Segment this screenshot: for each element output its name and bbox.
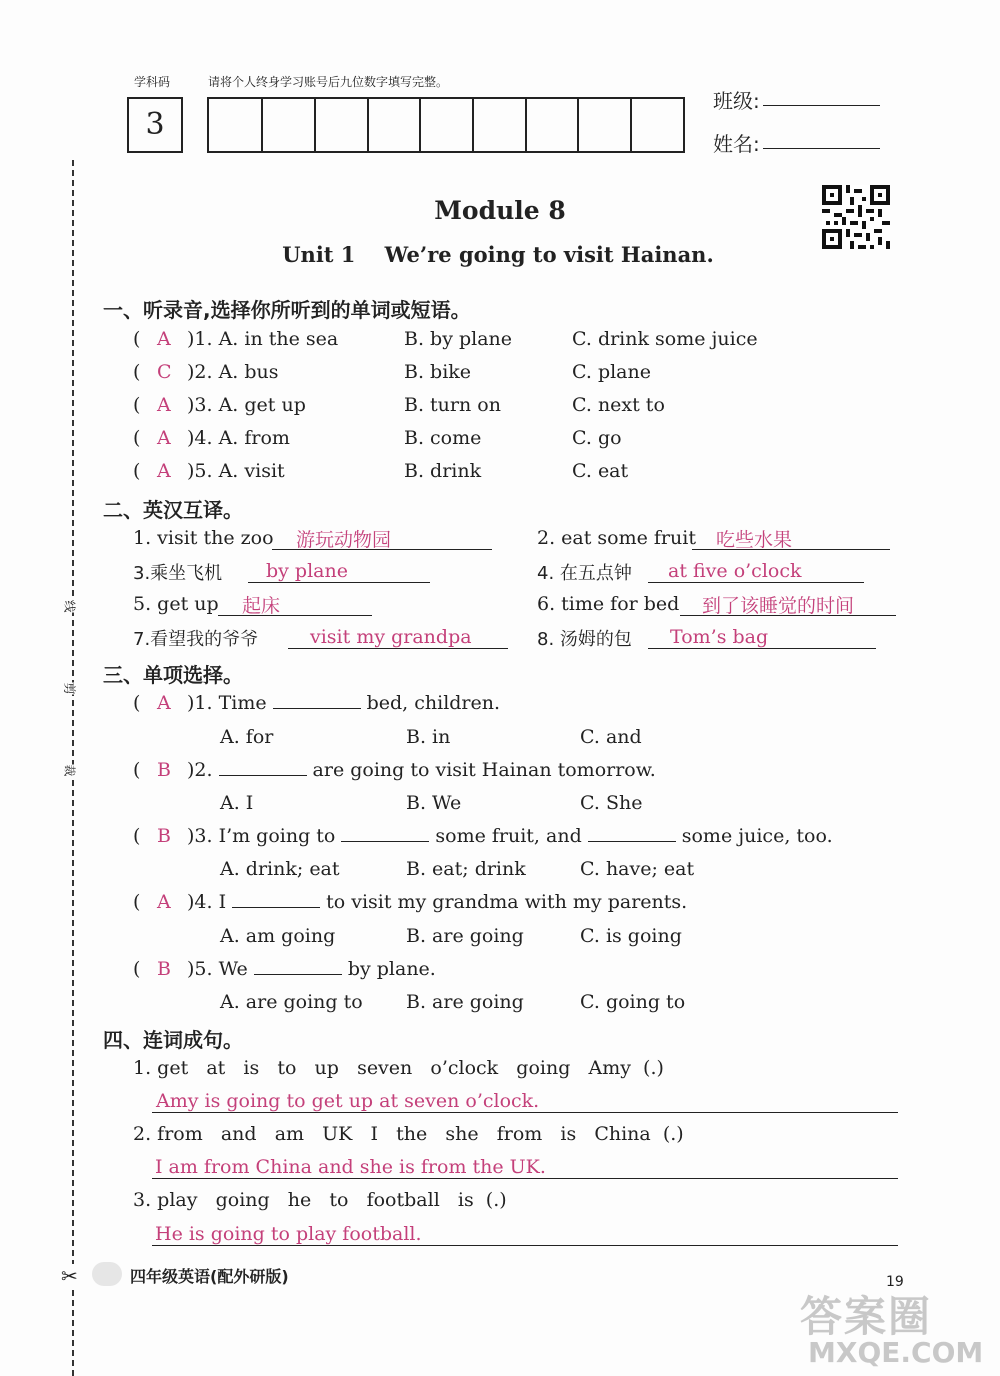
- s2-answer: by plane: [266, 560, 348, 582]
- footer-ornament: [92, 1262, 122, 1286]
- blank: [273, 692, 361, 709]
- s2-question: 8. 汤姆的包: [537, 629, 632, 650]
- s4-answer: I am from China and she is from the UK.: [155, 1156, 546, 1178]
- s3-option-b: B. We: [406, 792, 462, 814]
- section-2-heading: 二、英汉互译。: [103, 498, 243, 522]
- s3-option-c: C. She: [580, 792, 643, 814]
- subject-code-box: [127, 97, 183, 153]
- unit-title: Unit 1 We’re going to visit Hainan.: [282, 242, 714, 267]
- s2-answer-line: [692, 549, 890, 550]
- s2-answer-line: [272, 549, 492, 550]
- account-number-boxes[interactable]: [207, 97, 685, 153]
- s2-question: 3.乘坐飞机: [133, 563, 223, 584]
- s3-option-b: B. in: [406, 726, 451, 748]
- s1-answer: A: [157, 394, 171, 416]
- class-label: 班级:: [713, 89, 760, 113]
- cut-word-2: 剪: [62, 682, 77, 695]
- name-field[interactable]: [763, 148, 880, 149]
- blank: [232, 891, 320, 908]
- blank: [219, 759, 307, 776]
- s1-answer: A: [157, 427, 171, 449]
- section-3-heading: 三、单项选择。: [103, 663, 243, 687]
- s2-question: 2. eat some fruit: [537, 527, 696, 549]
- account-instruction: 请将个人终身学习账号后九位数字填写完整。: [208, 75, 449, 89]
- s1-answer: C: [157, 361, 172, 383]
- section-1-heading: 一、听录音,选择你所听到的单词或短语。: [103, 298, 471, 322]
- blank: [254, 958, 342, 975]
- s2-answer-line: [248, 582, 430, 583]
- s2-question: 4. 在五点钟: [537, 563, 632, 584]
- s3-question: )2. are going to visit Hainan tomorrow.: [187, 759, 656, 781]
- s3-option-a: A. I: [220, 792, 254, 814]
- s4-question: 1. get at is to up seven o’clock going Amy (.): [133, 1057, 664, 1079]
- s2-answer: 起床: [242, 595, 281, 617]
- s3-option-c: C. is going: [580, 925, 682, 947]
- s4-answer: Amy is going to get up at seven o’clock.: [156, 1090, 540, 1112]
- section-4-heading: 四、连词成句。: [103, 1028, 243, 1052]
- cut-word-1: 线: [62, 600, 77, 613]
- s3-option-c: C. have; eat: [580, 858, 695, 880]
- watermark-logo: 答案圈: [800, 1292, 933, 1341]
- s2-answer: 游玩动物园: [296, 529, 392, 551]
- s1-answer: A: [157, 460, 171, 482]
- s2-answer-line: [680, 615, 896, 616]
- s3-option-a: A. am going: [220, 925, 336, 947]
- page-number: 19: [886, 1274, 904, 1290]
- s3-option-c: C. going to: [580, 991, 686, 1013]
- s3-question: )1. Time bed, children.: [187, 692, 501, 714]
- blank: [341, 825, 429, 842]
- s3-option-a: A. are going to: [220, 991, 363, 1013]
- s4-question: 2. from and am UK I the she from is China (.): [133, 1123, 684, 1145]
- s2-answer-line: [648, 648, 876, 649]
- s2-question: 1. visit the zoo: [133, 527, 274, 549]
- s2-answer: visit my grandpa: [310, 626, 472, 648]
- s3-question: )4. I to visit my grandma with my parents.: [187, 891, 688, 913]
- s2-answer-line: [218, 615, 372, 616]
- name-label: 姓名:: [713, 132, 760, 156]
- s4-answer-line: [152, 1245, 898, 1246]
- book-title: 四年级英语(配外研版): [130, 1267, 289, 1286]
- s2-question: 6. time for bed: [537, 593, 680, 615]
- s3-option-b: B. are going: [406, 991, 524, 1013]
- s3-option-c: C. and: [580, 726, 642, 748]
- s3-option-b: B. are going: [406, 925, 524, 947]
- scissors-icon: ✂: [61, 1264, 78, 1288]
- s3-answer: B: [157, 958, 171, 980]
- s1-answer: A: [157, 328, 171, 350]
- s3-answer: A: [157, 692, 171, 714]
- s3-answer: B: [157, 825, 171, 847]
- s2-answer: Tom’s bag: [670, 626, 769, 648]
- s2-answer-line: [648, 582, 864, 583]
- s2-answer: 吃些水果: [716, 529, 793, 551]
- s4-question: 3. play going he to football is (.): [133, 1189, 507, 1211]
- s3-question: )5. We by plane.: [187, 958, 436, 980]
- cut-word-3: 裁: [62, 764, 77, 777]
- blank: [588, 825, 676, 842]
- s2-question: 7.看望我的爷爷: [133, 629, 259, 650]
- watermark-url: MXQE.COM: [808, 1336, 984, 1369]
- s2-answer: 到了该睡觉的时间: [702, 595, 855, 617]
- subject-code-label: 学科码: [134, 75, 171, 89]
- s3-option-a: A. for: [220, 726, 274, 748]
- s2-question: 5. get up: [133, 593, 219, 615]
- s3-answer: A: [157, 891, 171, 913]
- subject-code-value: 3: [145, 107, 165, 142]
- s4-answer-line: [152, 1178, 898, 1179]
- s3-answer: B: [157, 759, 171, 781]
- s4-answer-line: [152, 1112, 898, 1113]
- s2-answer: at five o’clock: [668, 560, 802, 582]
- s4-answer: He is going to play football.: [155, 1223, 422, 1245]
- s3-option-a: A. drink; eat: [220, 858, 340, 880]
- class-field[interactable]: [763, 105, 880, 106]
- module-title: Module 8: [434, 196, 566, 225]
- s3-option-b: B. eat; drink: [406, 858, 526, 880]
- s3-question: )3. I’m going to some fruit, and some juice, too.: [187, 825, 833, 847]
- s2-answer-line: [288, 648, 508, 649]
